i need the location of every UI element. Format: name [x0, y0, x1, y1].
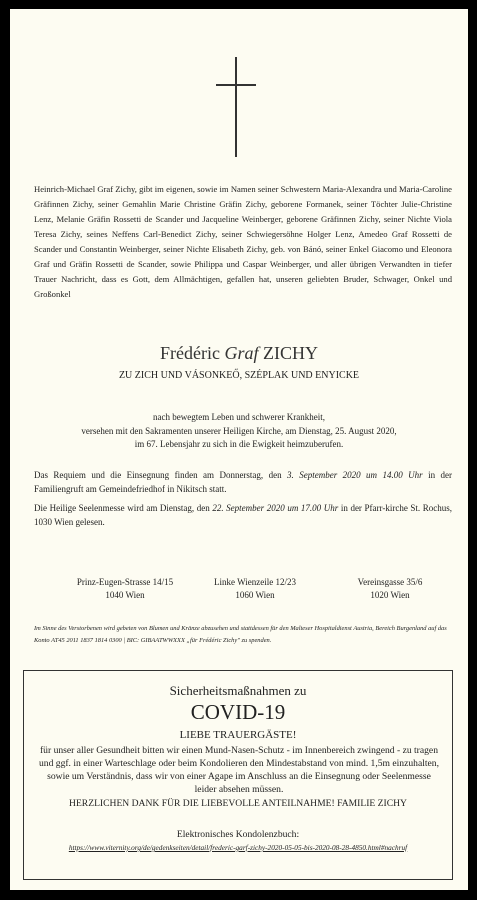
condolence-book-label: Elektronisches Kondolenzbuch: [176, 829, 300, 840]
death-notice [70, 411, 408, 452]
obituary-card [10, 9, 468, 890]
noble-title: Graf [224, 343, 259, 363]
requiem-text: in der Familiengruft am Gemeindefriedhof in Nikitsch statt. [34, 470, 452, 494]
death-notice-line: im 67. Lebensjahr zu sich in die Ewigkeit heimzuberufen. [134, 439, 344, 449]
death-notice-line: nach bewegtem Leben und schwerer Krankheit, [153, 412, 325, 422]
address-block [195, 576, 315, 602]
address-city: 1040 Wien [105, 590, 145, 600]
intro-paragraph: Heinrich-Michael Graf Zichy, gibt im eigenen, sowie im Namen seiner Schwestern Maria-Alexandra und Maria-Caroline Gräfinnen Zichy, seiner Gemahlin Marie Christine Gräfin Zichy, geborene Formanek, seiner Töchter Julie-Christine Lenz, Melanie Gräfin Rossetti de Scander und Jacqueline Weinberger, geborene Gräfinnen Zichy, seiner Nichte Viola Teresa Zichy, seines Neffens Carl-Benedict Zichy, seiner Schwiegersöhne Holger Lenz, Amedeo Graf Rossetti de Scander und Constantin Weinberger, seiner Nichte Elisabeth Zichy, geb. von Bánó, seiner Enkel Giacomo und Eleonora Graf und Gräfin Rossetti de Scander, sowie Philippa und Caspar Weinberger, und aller übrigen Verwandten in tiefer Trauer Nachricht, dass es Gott, dem Allmächtigen, gefallen hat, unseren geliebten Bruder, Schwager, Onkel und Großonkel [34, 184, 452, 299]
address-block [65, 576, 185, 602]
death-notice-line: versehen mit den Sakramenten unserer Heiligen Kirche, am Dienstag, 25. August 2020, [81, 425, 397, 436]
covid-notice-box [23, 670, 453, 880]
covid-thanks: HERZLICHEN DANK FÜR DIE LIEBEVOLLE ANTEILNAHME! FAMILIE ZICHY [69, 798, 407, 809]
donation-note: Im Sinne des Verstorbenen wird gebeten von Blumen und Kränze abzusehen und stattdessen für den Malteser Hospitaldienst Austria, Bereich Burgenland auf das Konto AT45 2011 1837 1814 0300 | BIC: GIBAATWWXXX „für Frédéric Zichy" zu spenden. [34, 625, 447, 644]
covid-greeting: LIEBE TRAUERGÄSTE! [179, 729, 297, 741]
mass-date: 22. September 2020 um 17.00 Uhr [212, 503, 339, 513]
address-block [330, 576, 450, 602]
deceased-name [10, 343, 468, 364]
condolence-book-link[interactable]: https://www.viternity.org/de/gedenkseiten/detail/frederic-garf-zichy-2020-05-05-bis-2020-08-28-4850.html#nachruf [68, 843, 408, 852]
first-name: Frédéric [160, 343, 220, 363]
address-city: 1020 Wien [370, 590, 410, 600]
mass-text: in der Pfarr-kirche St. Rochus, 1030 Wien gelesen. [34, 503, 452, 527]
address-street: Vereinsgasse 35/6 [357, 577, 423, 587]
covid-title: Sicherheitsmaßnahmen zu [169, 683, 307, 698]
deceased-subtitle: ZU ZICH UND VÁSONKEŐ, SZÉPLAK UND ENYICKE [118, 370, 360, 381]
address-street: Prinz-Eugen-Strasse 14/15 [76, 577, 174, 587]
covid-headline: COVID-19 [190, 700, 286, 724]
requiem-paragraph [34, 468, 452, 496]
cross-icon [216, 57, 256, 157]
address-city: 1060 Wien [235, 590, 275, 600]
covid-body: für unser aller Gesundheit bitten wir einen Mund-Nasen-Schutz - im Innenbereich zwingend - zu tragen und ggf. in einer Warteschlage oder beim Kondolieren den Mindestabstand von mind. 1,5m einzuhalten, sowie um Verständnis, dass wir von einer Agape im Anschluss an die Einsegnung oder Seelenmesse leider absehen müssen. [38, 745, 440, 795]
mass-paragraph [34, 501, 452, 529]
requiem-date: 3. September 2020 um 14.00 Uhr [287, 470, 423, 480]
mass-text: Die Heilige Seelenmesse wird am Dienstag, den [34, 503, 213, 513]
address-street: Linke Wienzeile 12/23 [214, 577, 296, 587]
surname: ZICHY [262, 343, 318, 363]
requiem-text: Das Requiem und die Einsegnung finden am Donnerstag, den [34, 470, 288, 480]
